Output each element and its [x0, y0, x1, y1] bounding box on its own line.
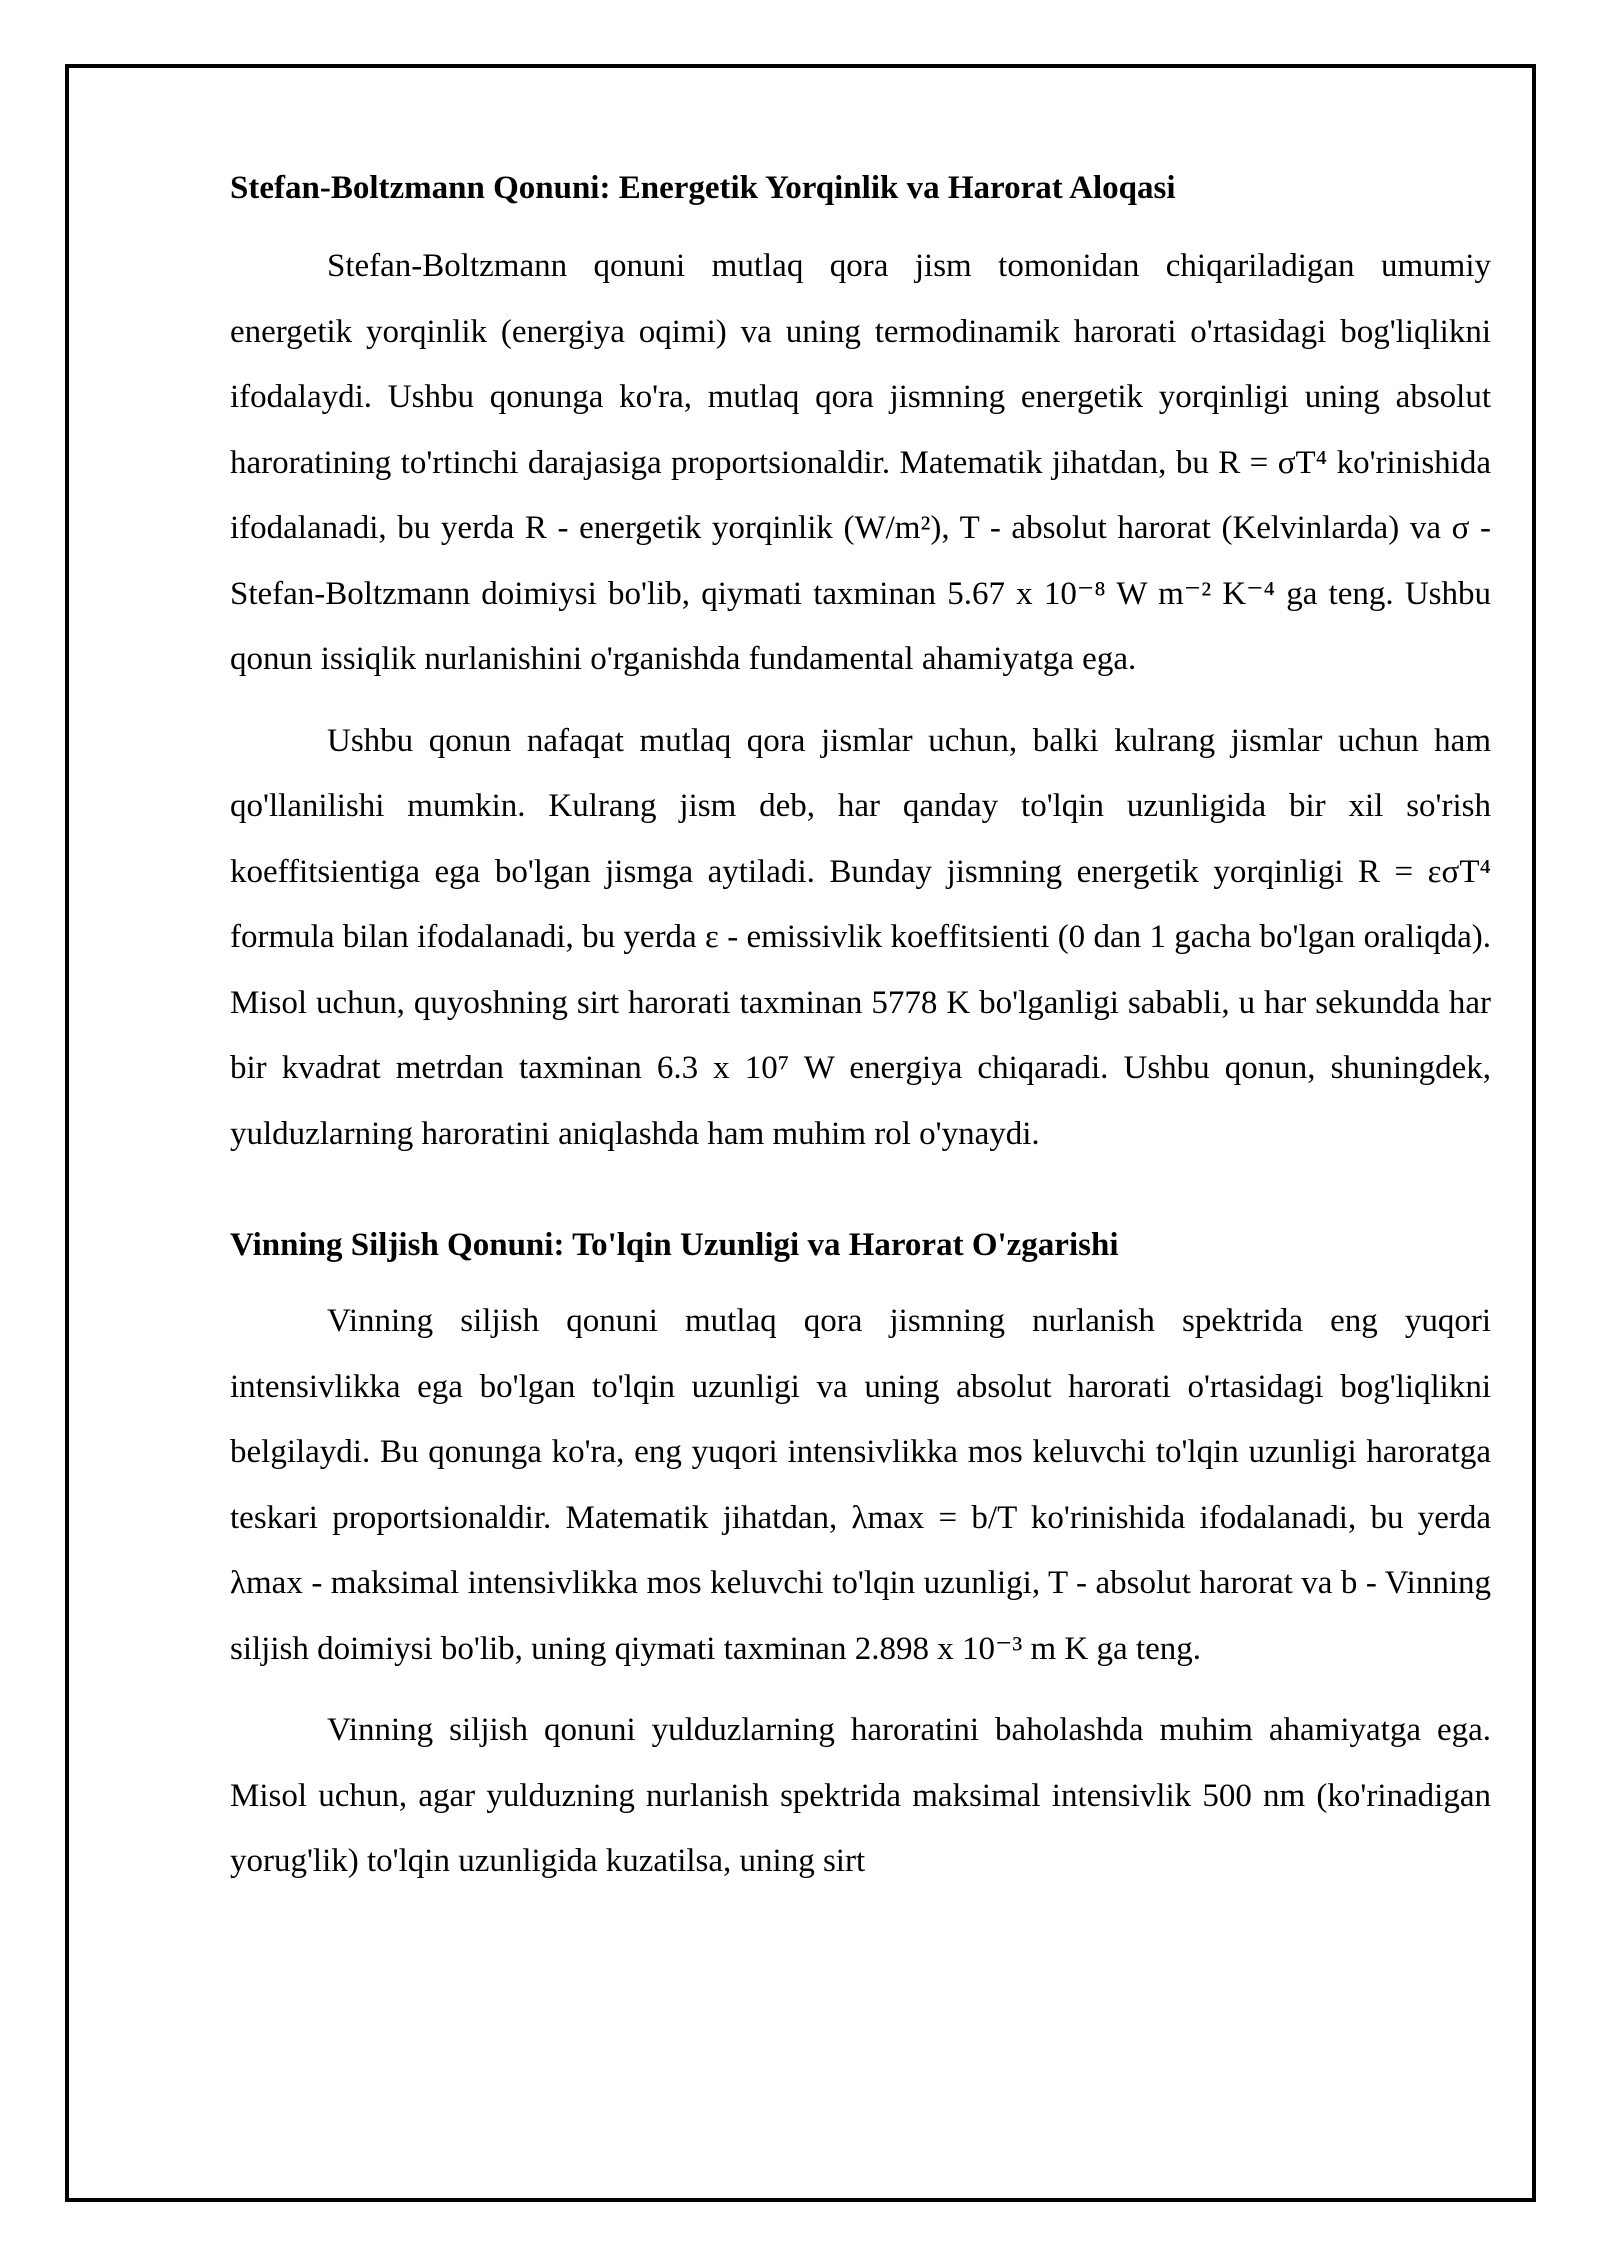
document-body — [230, 168, 1491, 1911]
section-heading-stefan-boltzmann: Stefan-Boltzmann Qonuni: Energetik Yorqinlik va Harorat Aloqasi — [230, 170, 1176, 206]
paragraph: Vinning siljish qonuni yulduzlarning haroratini baholashda muhim ahamiyatga ega. Misol uchun, agar yulduzning nurlanish spektrida maksimal intensivlik 500 nm (ko'rinadigan yorug'lik) to'lqin uzunligida kuzatilsa, uning sirt — [230, 1712, 1491, 1879]
paragraph: Vinning siljish qonuni mutlaq qora jismning nurlanish spektrida eng yuqori intensivlikka ega bo'lgan to'lqin uzunligi va uning absolut harorati o'rtasidagi bog'liqlikni belgilaydi. Bu qonunga ko'ra, eng yuqori intensivlikka mos keluvchi to'lqin uzunligi haroratga teskari proportsionaldir. Matematik jihatdan, λmax = b/T ko'rinishida ifodalanadi, bu yerda λmax - maksimal intensivlikka mos keluvchi to'lqin uzunligi, T - absolut harorat va b - Vinning siljish doimiysi bo'lib, uning qiymati taxminan 2.898 x 10⁻³ m K ga teng. — [230, 1303, 1491, 1667]
paragraph: Stefan-Boltzmann qonuni mutlaq qora jism tomonidan chiqariladigan umumiy energetik yorqinlik (energiya oqimi) va uning termodinamik harorati o'rtasidagi bog'liqlikni ifodalaydi. Ushbu qonunga ko'ra, mutlaq qora jismning energetik yorqinligi uning absolut haroratining to'rtinchi darajasiga proportsionaldir. Matematik jihatdan, bu R = σT⁴ ko'rinishida ifodalanadi, bu yerda R - energetik yorqinlik (W/m²), T - absolut harorat (Kelvinlarda) va σ - Stefan-Boltzmann doimiysi bo'lib, qiymati taxminan 5.67 x 10⁻⁸ W m⁻² K⁻⁴ ga teng. Ushbu qonun issiqlik nurlanishini o'rganishda fundamental ahamiyatga ega. — [230, 248, 1491, 677]
paragraph: Ushbu qonun nafaqat mutlaq qora jismlar uchun, balki kulrang jismlar uchun ham qo'llanilishi mumkin. Kulrang jism deb, har qanday to'lqin uzunligida bir xil so'rish koeffitsientiga ega bo'lgan jismga aytiladi. Bunday jismning energetik yorqinligi R = εσT⁴ formula bilan ifodalanadi, bu yerda ε - emissivlik koeffitsienti (0 dan 1 gacha bo'lgan oraliqda). Misol uchun, quyoshning sirt harorati taxminan 5778 K bo'lganligi sababli, u har sekundda har bir kvadrat metrdan taxminan 6.3 x 10⁷ W energiya chiqaradi. Ushbu qonun, shuningdek, yulduzlarning haroratini aniqlashda ham muhim rol o'ynaydi. — [230, 722, 1491, 1152]
section-heading-wien-displacement: Vinning Siljish Qonuni: To'lqin Uzunligi va Harorat O'zgarishi — [230, 1227, 1119, 1263]
